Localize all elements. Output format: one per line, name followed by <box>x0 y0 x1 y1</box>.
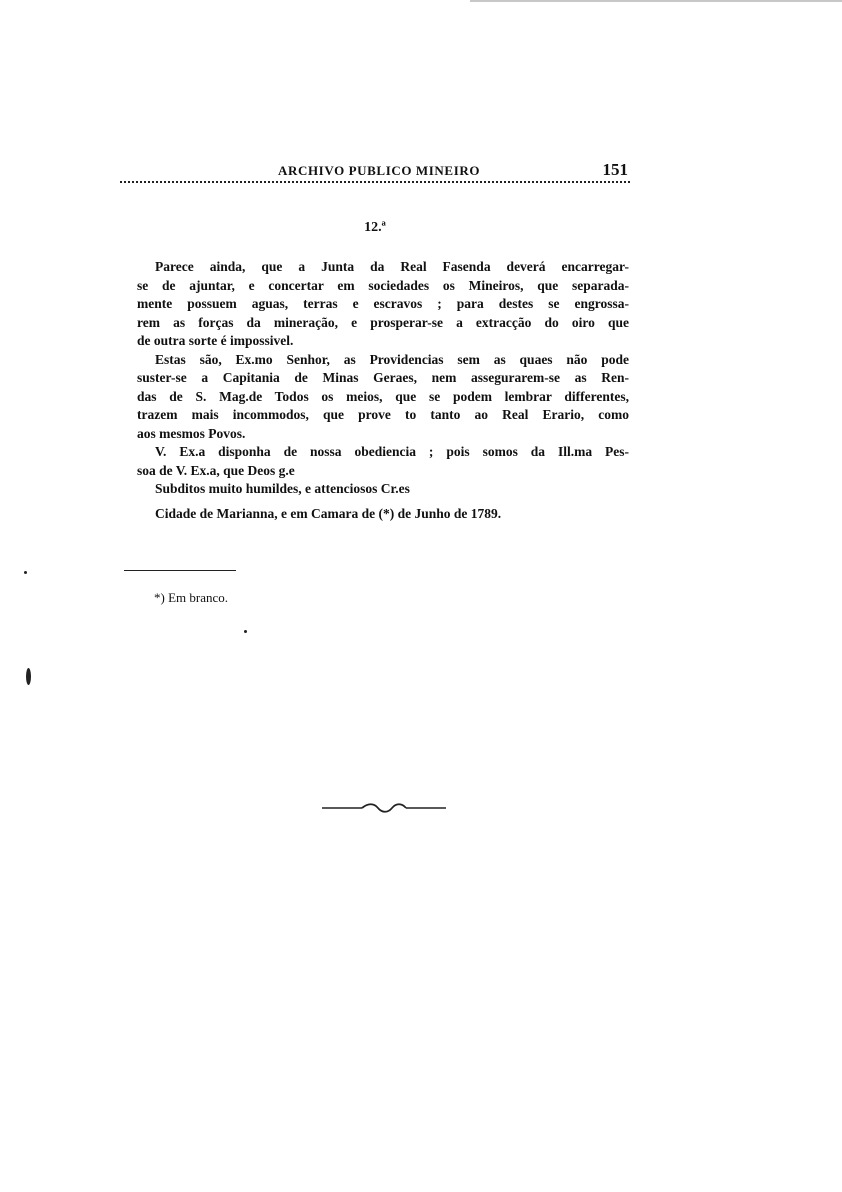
text-line: Cidade de Marianna, e em Camara de (*) de Junho de 1789. <box>155 505 502 521</box>
text-line: trazem mais incommodos, que prove to tanto ao Real Erario, como <box>137 407 629 422</box>
footnote: *) Em branco. <box>154 590 229 605</box>
text-line: aos mesmos Povos. <box>137 425 246 441</box>
text-line: mente possuem aguas, terras e escravos ; para destes se engrossa- <box>137 296 629 311</box>
text-line: V. Ex.a disponha de nossa obediencia ; pois somos da Ill.ma Pes- <box>155 444 629 459</box>
date-line <box>137 505 629 524</box>
running-head <box>120 162 630 182</box>
ink-speck <box>26 668 31 685</box>
running-title: ARCHIVO PUBLICO MINEIRO <box>278 163 481 178</box>
text-line: Subditos muito humildes, e attenciosos Cr.es <box>155 481 410 496</box>
text-line: se de ajuntar, e concertar em sociedades os Mineiros, que separada- <box>137 277 629 293</box>
body-text <box>137 258 629 523</box>
closing-line <box>137 480 629 499</box>
ornament-divider <box>322 800 446 816</box>
footnote-rule <box>124 570 236 571</box>
text-line: soa de V. Ex.a, que Deos g.e <box>137 462 295 478</box>
paragraph-3 <box>137 443 629 480</box>
top-edge-rule <box>470 0 842 2</box>
text-line: das de S. Mag.de Todos os meios, que se podem lembrar differentes, <box>137 388 629 404</box>
header-rule <box>120 181 630 183</box>
section-number: 12.ª <box>364 220 386 235</box>
text-line: Parece ainda, que a Junta da Real Fasenda deverá encarregar- <box>155 259 629 274</box>
text-line: Estas são, Ex.mo Senhor, as Providencias sem as quaes não pode <box>155 351 629 367</box>
ink-speck <box>244 630 247 633</box>
paragraph-1 <box>137 258 629 351</box>
paragraph-2 <box>137 351 629 444</box>
page-number: 151 <box>602 160 628 179</box>
text-line: de outra sorte é impossivel. <box>137 333 294 348</box>
ink-speck <box>24 571 27 574</box>
text-line: suster-se a Capitania de Minas Geraes, nem assegurarem-se as Ren- <box>137 370 629 385</box>
text-line: rem as forças da mineração, e prosperar-se a extracção do oiro que <box>137 314 629 330</box>
